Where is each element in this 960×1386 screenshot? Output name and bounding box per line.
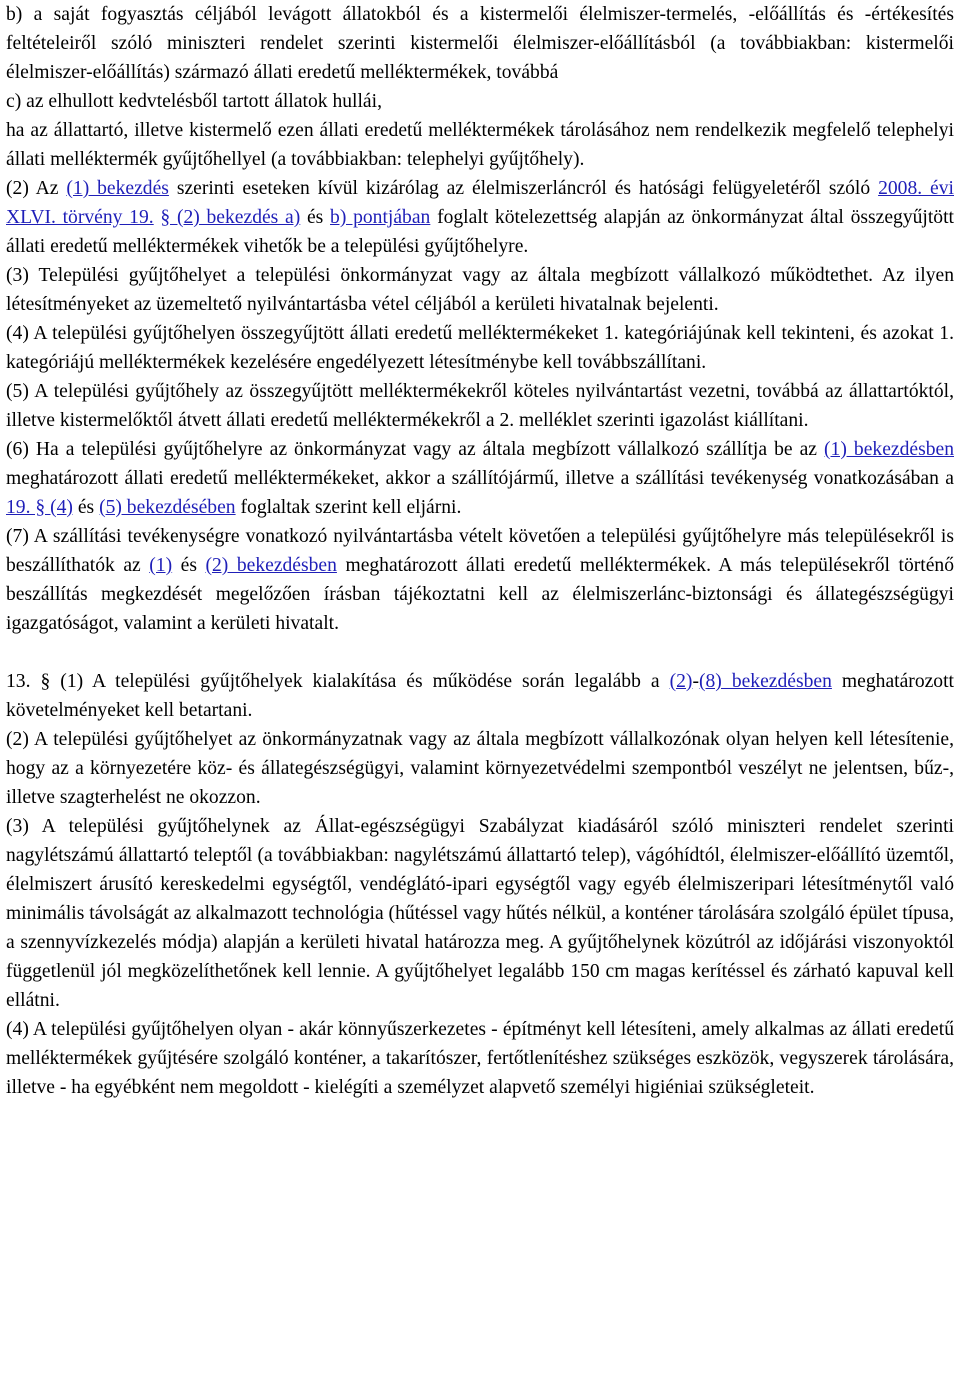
paragraph-text: (2) A települési gyűjtőhelyet az önkormányzatnak vagy az általa megbízott vállalkozónak olyan helyen kell létesítenie, hogy az a környezetére köz- és állategészségügyi, valamint környezetvédelmi szempontból veszélyt ne jelentsen, bűz-, illetve szagterhelést ne okozzon. <box>6 729 954 808</box>
paragraph-text: - <box>692 671 699 692</box>
paragraph-text: c) az elhullott kedvtelésből tartott állatok hullái, <box>6 91 382 112</box>
cross-reference-link[interactable]: § (2) bekezdés a) <box>160 207 301 228</box>
cross-reference-link[interactable]: (1) bekezdés <box>66 178 169 199</box>
paragraph-text: meghatározott állati eredetű melléktermékek. A más településekről történő beszállítás megkezdését megelőzően írásban tájékoztatni kell az élelmiszerlánc-biztonsági és állategészségügyi igazgatóságot, valamint a kerületi hivatalt. <box>6 555 955 634</box>
cross-reference-link[interactable]: (2) <box>669 671 693 692</box>
cross-reference-link[interactable]: (5) bekezdésében <box>99 497 236 518</box>
paragraph-text: és <box>300 207 331 228</box>
cross-reference-link[interactable]: (2) bekezdésben <box>205 555 337 576</box>
paragraph-text: foglaltak szerint kell eljárni. <box>235 497 462 518</box>
paragraph-text: (3) Települési gyűjtőhelyet a települési önkormányzat vagy az általa megbízott vállalkozó működtethet. Az ilyen létesítményeket az üzemeltető nyilvántartásba vétel céljából a kerületi hivatalnak bejelenti. <box>6 265 954 315</box>
paragraph <box>6 116 954 174</box>
paragraph <box>6 435 954 522</box>
paragraph-text: ha az állattartó, illetve kistermelő ezen állati eredetű melléktermékek tárolásához nem rendelkezik megfelelő telephelyi állati melléktermék gyűjtőhellyel (a továbbiakban: telephelyi gyűjtőhely). <box>6 120 954 170</box>
paragraph-text: (4) A települési gyűjtőhelyen összegyűjtött állati eredetű melléktermékeket 1. kategóriájúnak kell tekinteni, és azokat 1. kategóriájú melléktermékek kezelésére engedélyezett létesítménybe kell továbbszállítani. <box>6 323 954 373</box>
paragraph <box>6 174 954 261</box>
cross-reference-link[interactable]: (1) <box>149 555 173 576</box>
paragraph-text: (6) Ha a települési gyűjtőhelyre az önkormányzat vagy az általa megbízott vállalkozó szállítja be az <box>6 439 825 460</box>
paragraph-text: (4) A települési gyűjtőhelyen olyan - akár könnyűszerkezetes - építményt kell létesíteni, amely alkalmas az állati eredetű melléktermékek gyűjtésére szolgáló konténer, a takarítószer, fertőtlenítéshez szükséges eszközök, vegyszerek tárolására, illetve - ha egyébként nem megoldott - kielégíti a személyzet alapvető személyi higiéniai szükségleteit. <box>6 1019 954 1098</box>
cross-reference-link[interactable]: (8) bekezdésben <box>698 671 832 692</box>
paragraph-text: és <box>72 497 100 518</box>
paragraph <box>6 319 954 377</box>
paragraph <box>6 522 954 638</box>
paragraph-text: foglalt kötelezettség alapján az önkormányzat által összegyűjtött állati eredetű melléktermékek vihetők be a települési gyűjtőhelyre. <box>6 207 954 257</box>
paragraph <box>6 0 954 87</box>
paragraph-text: b) a saját fogyasztás céljából levágott állatokból és a kistermelői élelmiszer-termelés, -előállítás és -értékesítés feltételeiről szóló miniszteri rendelet szerinti kistermelői élelmiszer-előállításból (a továbbiakban: kistermelői élelmiszer-előállítás) származó állati eredetű melléktermékek, továbbá <box>6 4 954 83</box>
paragraph-text: (3) A települési gyűjtőhelynek az Állat-egészségügyi Szabályzat kiadásáról szóló miniszteri rendelet szerinti nagylétszámú állattartó teleptől (a továbbiakban: nagylétszámú állattartó telep), vágóhídtól, élelmiszer-előállító üzemtől, élelmiszert árusító kereskedelmi egységtől, vendéglátó-ipari egységtől vagy egyéb élelmiszeripari létesítménytől való minimális távolságát az alkalmazott technológia (hűtéssel vagy hűtés nélkül, a konténer tárolására szolgáló épület típusa, a szennyvízkezelés módja) alapján a kerületi hivatal határozza meg. A gyűjtőhelynek közútról az időjárási viszonyoktól függetlenül jól megközelíthetőnek kell lennie. A gyűjtőhelyet legalább 150 cm magas kerítéssel és zárható kapuval kell ellátni. <box>6 816 954 1011</box>
paragraph <box>6 1015 954 1102</box>
paragraph-text: (7) A szállítási tevékenységre vonatkozó nyilvántartásba vételt követően a települési gyűjtőhelyre más településekről is beszállíthatók az <box>6 526 954 576</box>
paragraph <box>6 87 954 116</box>
paragraph-text: szerinti eseteken kívül kizárólag az élelmiszerláncról és hatósági felügyeletéről szóló <box>168 178 879 199</box>
cross-reference-link[interactable]: 2008. évi XLVI. törvény 19. <box>6 178 954 228</box>
paragraph <box>6 261 954 319</box>
cross-reference-link[interactable]: 19. § (4) <box>6 497 73 518</box>
paragraph-text: meghatározott állati eredetű melléktermékeket, akkor a szállítójármű, illetve a szállítási tevékenység vonatkozásában a <box>6 468 954 489</box>
paragraph <box>6 377 954 435</box>
section-gap <box>6 638 954 667</box>
paragraph <box>6 725 954 812</box>
paragraph <box>6 812 954 1015</box>
paragraph-text: és <box>172 555 206 576</box>
paragraph-text: (5) A települési gyűjtőhely az összegyűjtött melléktermékekről köteles nyilvántartást vezetni, továbbá az állattartóktól, illetve kistermelőktől átvett állati eredetű melléktermékekről a 2. melléklet szerinti igazolást kiállítani. <box>6 381 954 431</box>
paragraph-text: 13. § (1) A települési gyűjtőhelyek kialakítása és működése során legalább a <box>6 671 670 692</box>
paragraph-text: (2) Az <box>6 178 67 199</box>
cross-reference-link[interactable]: b) pontjában <box>330 207 431 228</box>
paragraph <box>6 667 954 725</box>
cross-reference-link[interactable]: (1) bekezdésben <box>824 439 954 460</box>
paragraph-text: meghatározott követelményeket kell betartani. <box>6 671 954 721</box>
